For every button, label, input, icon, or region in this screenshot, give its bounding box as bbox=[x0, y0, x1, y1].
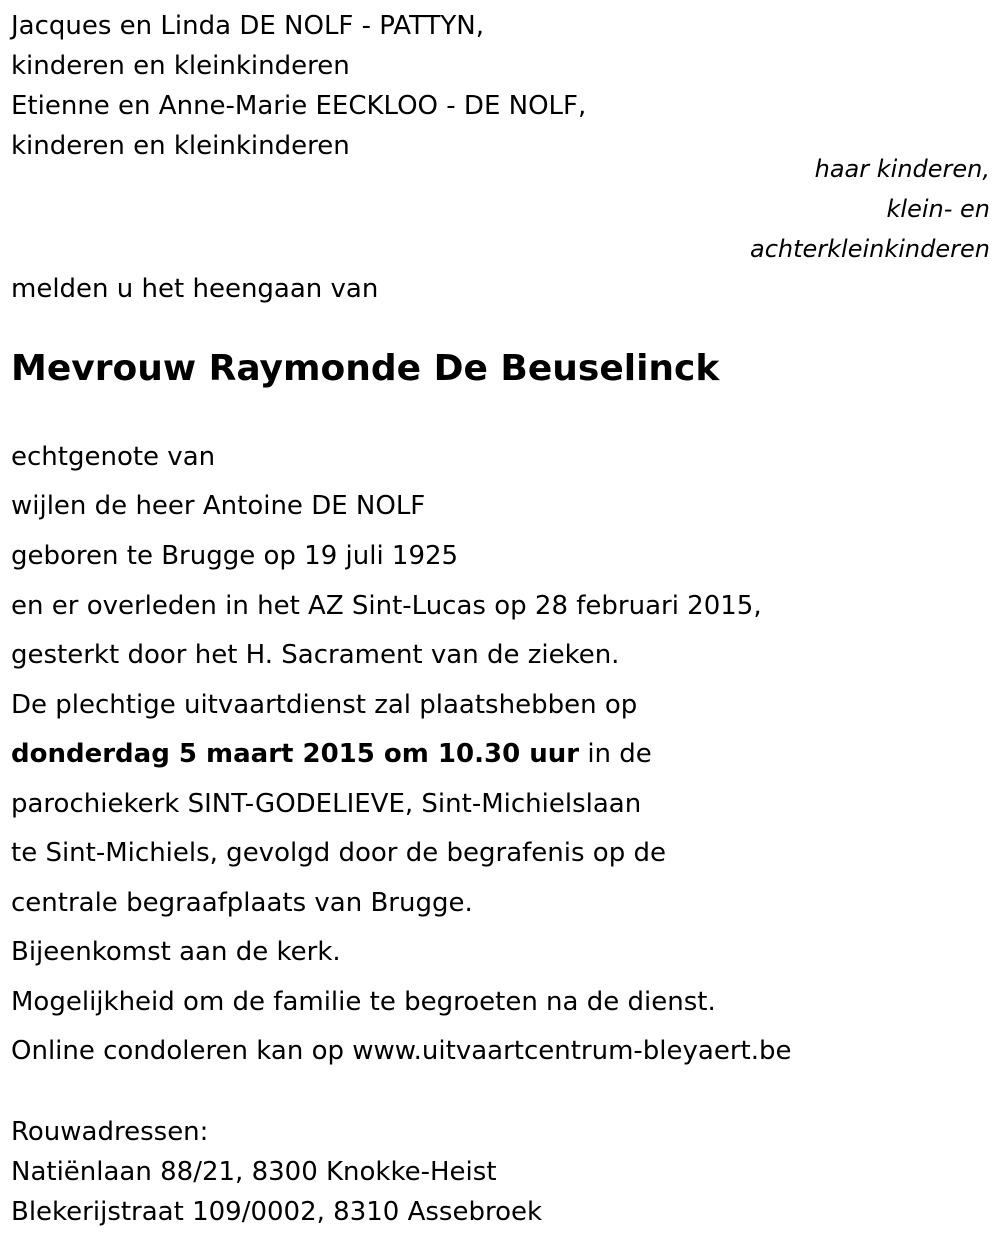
addresses-title: Rouwadressen: bbox=[11, 1117, 209, 1147]
descendants-line-2: klein- en bbox=[886, 195, 990, 223]
service-line bbox=[11, 738, 652, 770]
detail-line: Bijeenkomst aan de kerk. bbox=[11, 937, 341, 967]
detail-line: gesterkt door het H. Sacrament van de zieken. bbox=[11, 640, 620, 670]
family-line-2: kinderen en kleinkinderen bbox=[11, 51, 350, 81]
descendants-line-3: achterkleinkinderen bbox=[750, 235, 990, 263]
address-line-2: Blekerijstraat 109/0002, 8310 Assebroek bbox=[11, 1197, 543, 1227]
announcement: melden u het heengaan van bbox=[11, 274, 379, 304]
service-after: in de bbox=[579, 739, 652, 769]
family-line-1: Jacques en Linda DE NOLF - PATTYN, bbox=[11, 11, 484, 41]
detail-line: Mogelijkheid om de familie te begroeten na de dienst. bbox=[11, 987, 716, 1017]
detail-line: wijlen de heer Antoine DE NOLF bbox=[11, 491, 426, 521]
detail-line: te Sint-Michiels, gevolgd door de begrafenis op de bbox=[11, 838, 666, 868]
address-line-1: Natiënlaan 88/21, 8300 Knokke-Heist bbox=[11, 1157, 497, 1187]
service-datetime: donderdag 5 maart 2015 om 10.30 uur bbox=[11, 739, 580, 769]
descendants-line-1: haar kinderen, bbox=[814, 155, 990, 183]
detail-line: geboren te Brugge op 19 juli 1925 bbox=[11, 541, 459, 571]
family-line-4: kinderen en kleinkinderen bbox=[11, 131, 350, 161]
detail-line: De plechtige uitvaartdienst zal plaatshebben op bbox=[11, 690, 638, 720]
family-line-3: Etienne en Anne-Marie EECKLOO - DE NOLF, bbox=[11, 91, 587, 121]
detail-line: en er overleden in het AZ Sint-Lucas op 28 februari 2015, bbox=[11, 591, 762, 621]
deceased-name: Mevrouw Raymonde De Beuselinck bbox=[11, 348, 720, 389]
condolence-line: Online condoleren kan op www.uitvaartcentrum-bleyaert.be bbox=[11, 1036, 792, 1066]
detail-line: parochiekerk SINT-GODELIEVE, Sint-Michielslaan bbox=[11, 789, 642, 819]
detail-line: centrale begraafplaats van Brugge. bbox=[11, 888, 473, 918]
detail-line: echtgenote van bbox=[11, 442, 216, 472]
